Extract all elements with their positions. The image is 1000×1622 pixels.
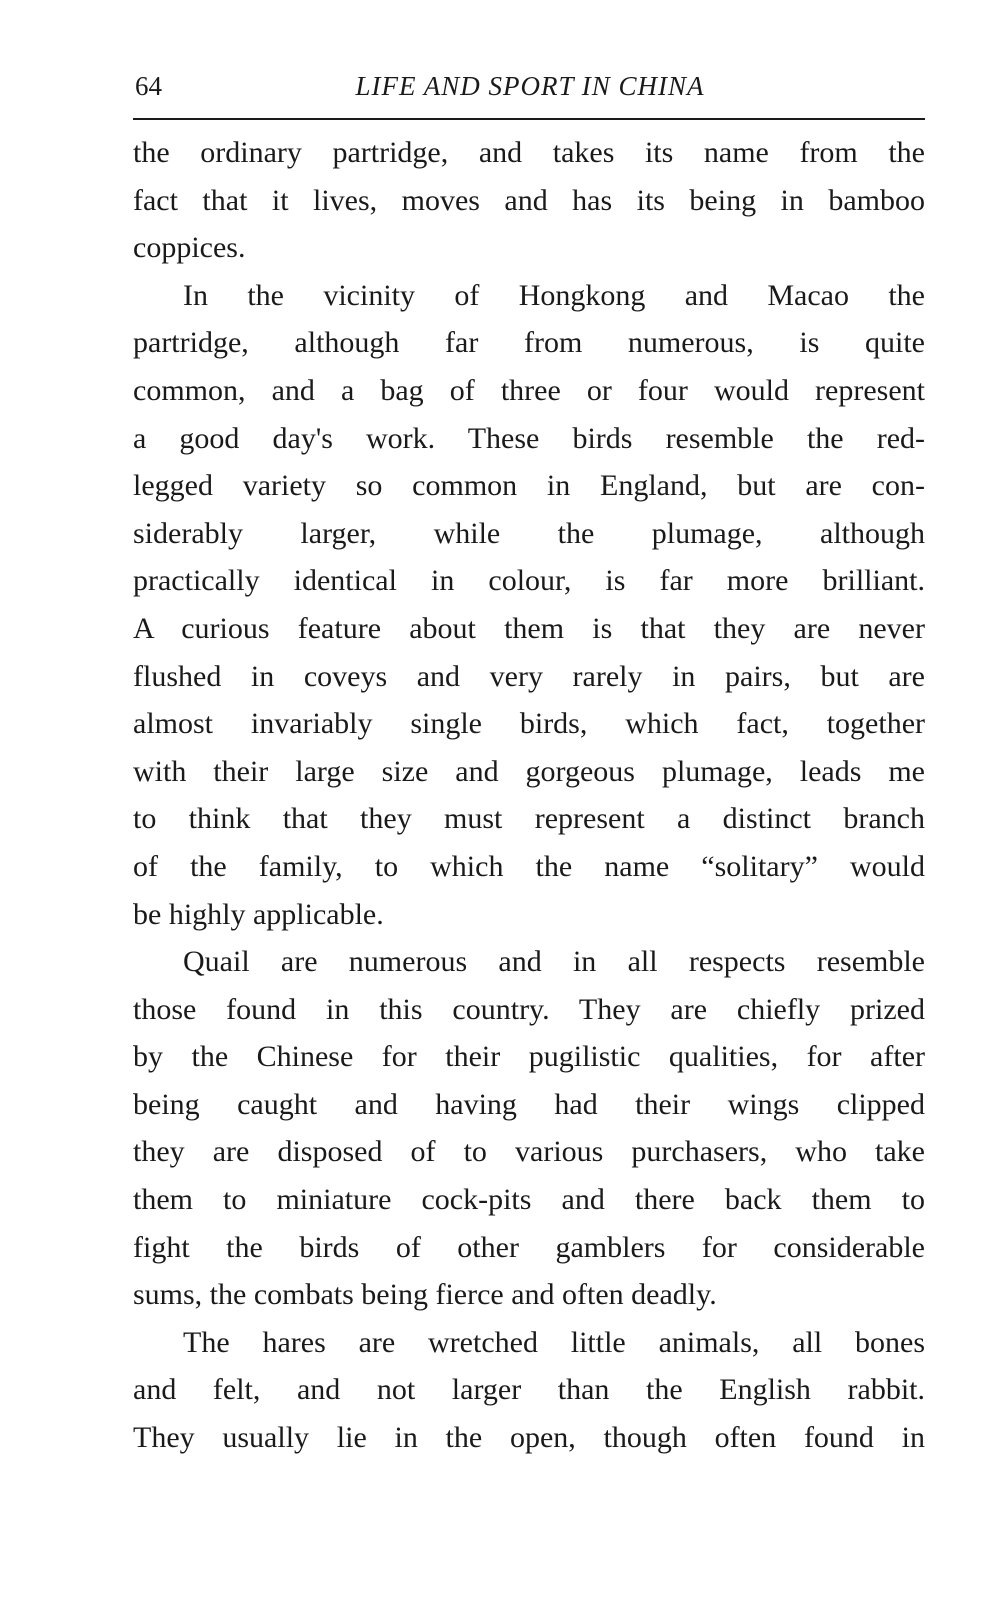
text-line: legged variety so common in England, but are con- xyxy=(133,469,925,503)
text-line: They usually lie in the open, though often found in xyxy=(133,1421,925,1455)
text-line: those found in this country. They are chiefly prized xyxy=(133,992,925,1026)
text-line: and felt, and not larger than the English rabbit. xyxy=(133,1373,925,1407)
text-line: The hares are wretched little animals, all bones xyxy=(183,1325,925,1359)
text-line: almost invariably single birds, which fact, together xyxy=(133,707,925,741)
text-line: common, and a bag of three or four would represent xyxy=(133,373,925,407)
text-line: the ordinary partridge, and takes its name from the xyxy=(133,136,925,169)
running-head: LIFE AND SPORT IN CHINA xyxy=(355,71,705,101)
text-line: a good day's work. These birds resemble the red- xyxy=(133,421,925,455)
body-text xyxy=(133,129,925,1462)
text-line: flushed in coveys and very rarely in pairs, but are xyxy=(133,659,925,693)
text-line: to think that they must represent a distinct branch xyxy=(133,802,925,836)
text-line: coppices. xyxy=(133,231,246,265)
page-number: 64 xyxy=(135,71,162,101)
text-line: A curious feature about them is that they are never xyxy=(133,611,925,645)
text-line: them to miniature cock-pits and there back them to xyxy=(133,1183,925,1217)
text-line: partridge, although far from numerous, is quite xyxy=(133,326,925,360)
text-line: of the family, to which the name “solitary” would xyxy=(133,849,925,883)
text-line: sums, the combats being fierce and often deadly. xyxy=(133,1278,717,1312)
text-line: they are disposed of to various purchasers, who take xyxy=(133,1135,925,1169)
text-line: being caught and having had their wings clipped xyxy=(133,1087,925,1121)
text-line: Quail are numerous and in all respects resemble xyxy=(183,945,925,979)
text-line: In the vicinity of Hongkong and Macao the xyxy=(183,278,925,312)
page-header xyxy=(135,66,925,106)
text-line: be highly applicable. xyxy=(133,897,384,931)
text-line: with their large size and gorgeous plumage, leads me xyxy=(133,754,925,788)
header-rule xyxy=(133,118,925,120)
text-line: practically identical in colour, is far more brilliant. xyxy=(133,564,925,598)
text-line: fact that it lives, moves and has its being in bamboo xyxy=(133,183,925,217)
text-line: siderably larger, while the plumage, although xyxy=(133,516,925,550)
text-line: fight the birds of other gamblers for considerable xyxy=(133,1230,925,1264)
text-line: by the Chinese for their pugilistic qualities, for after xyxy=(133,1040,925,1074)
